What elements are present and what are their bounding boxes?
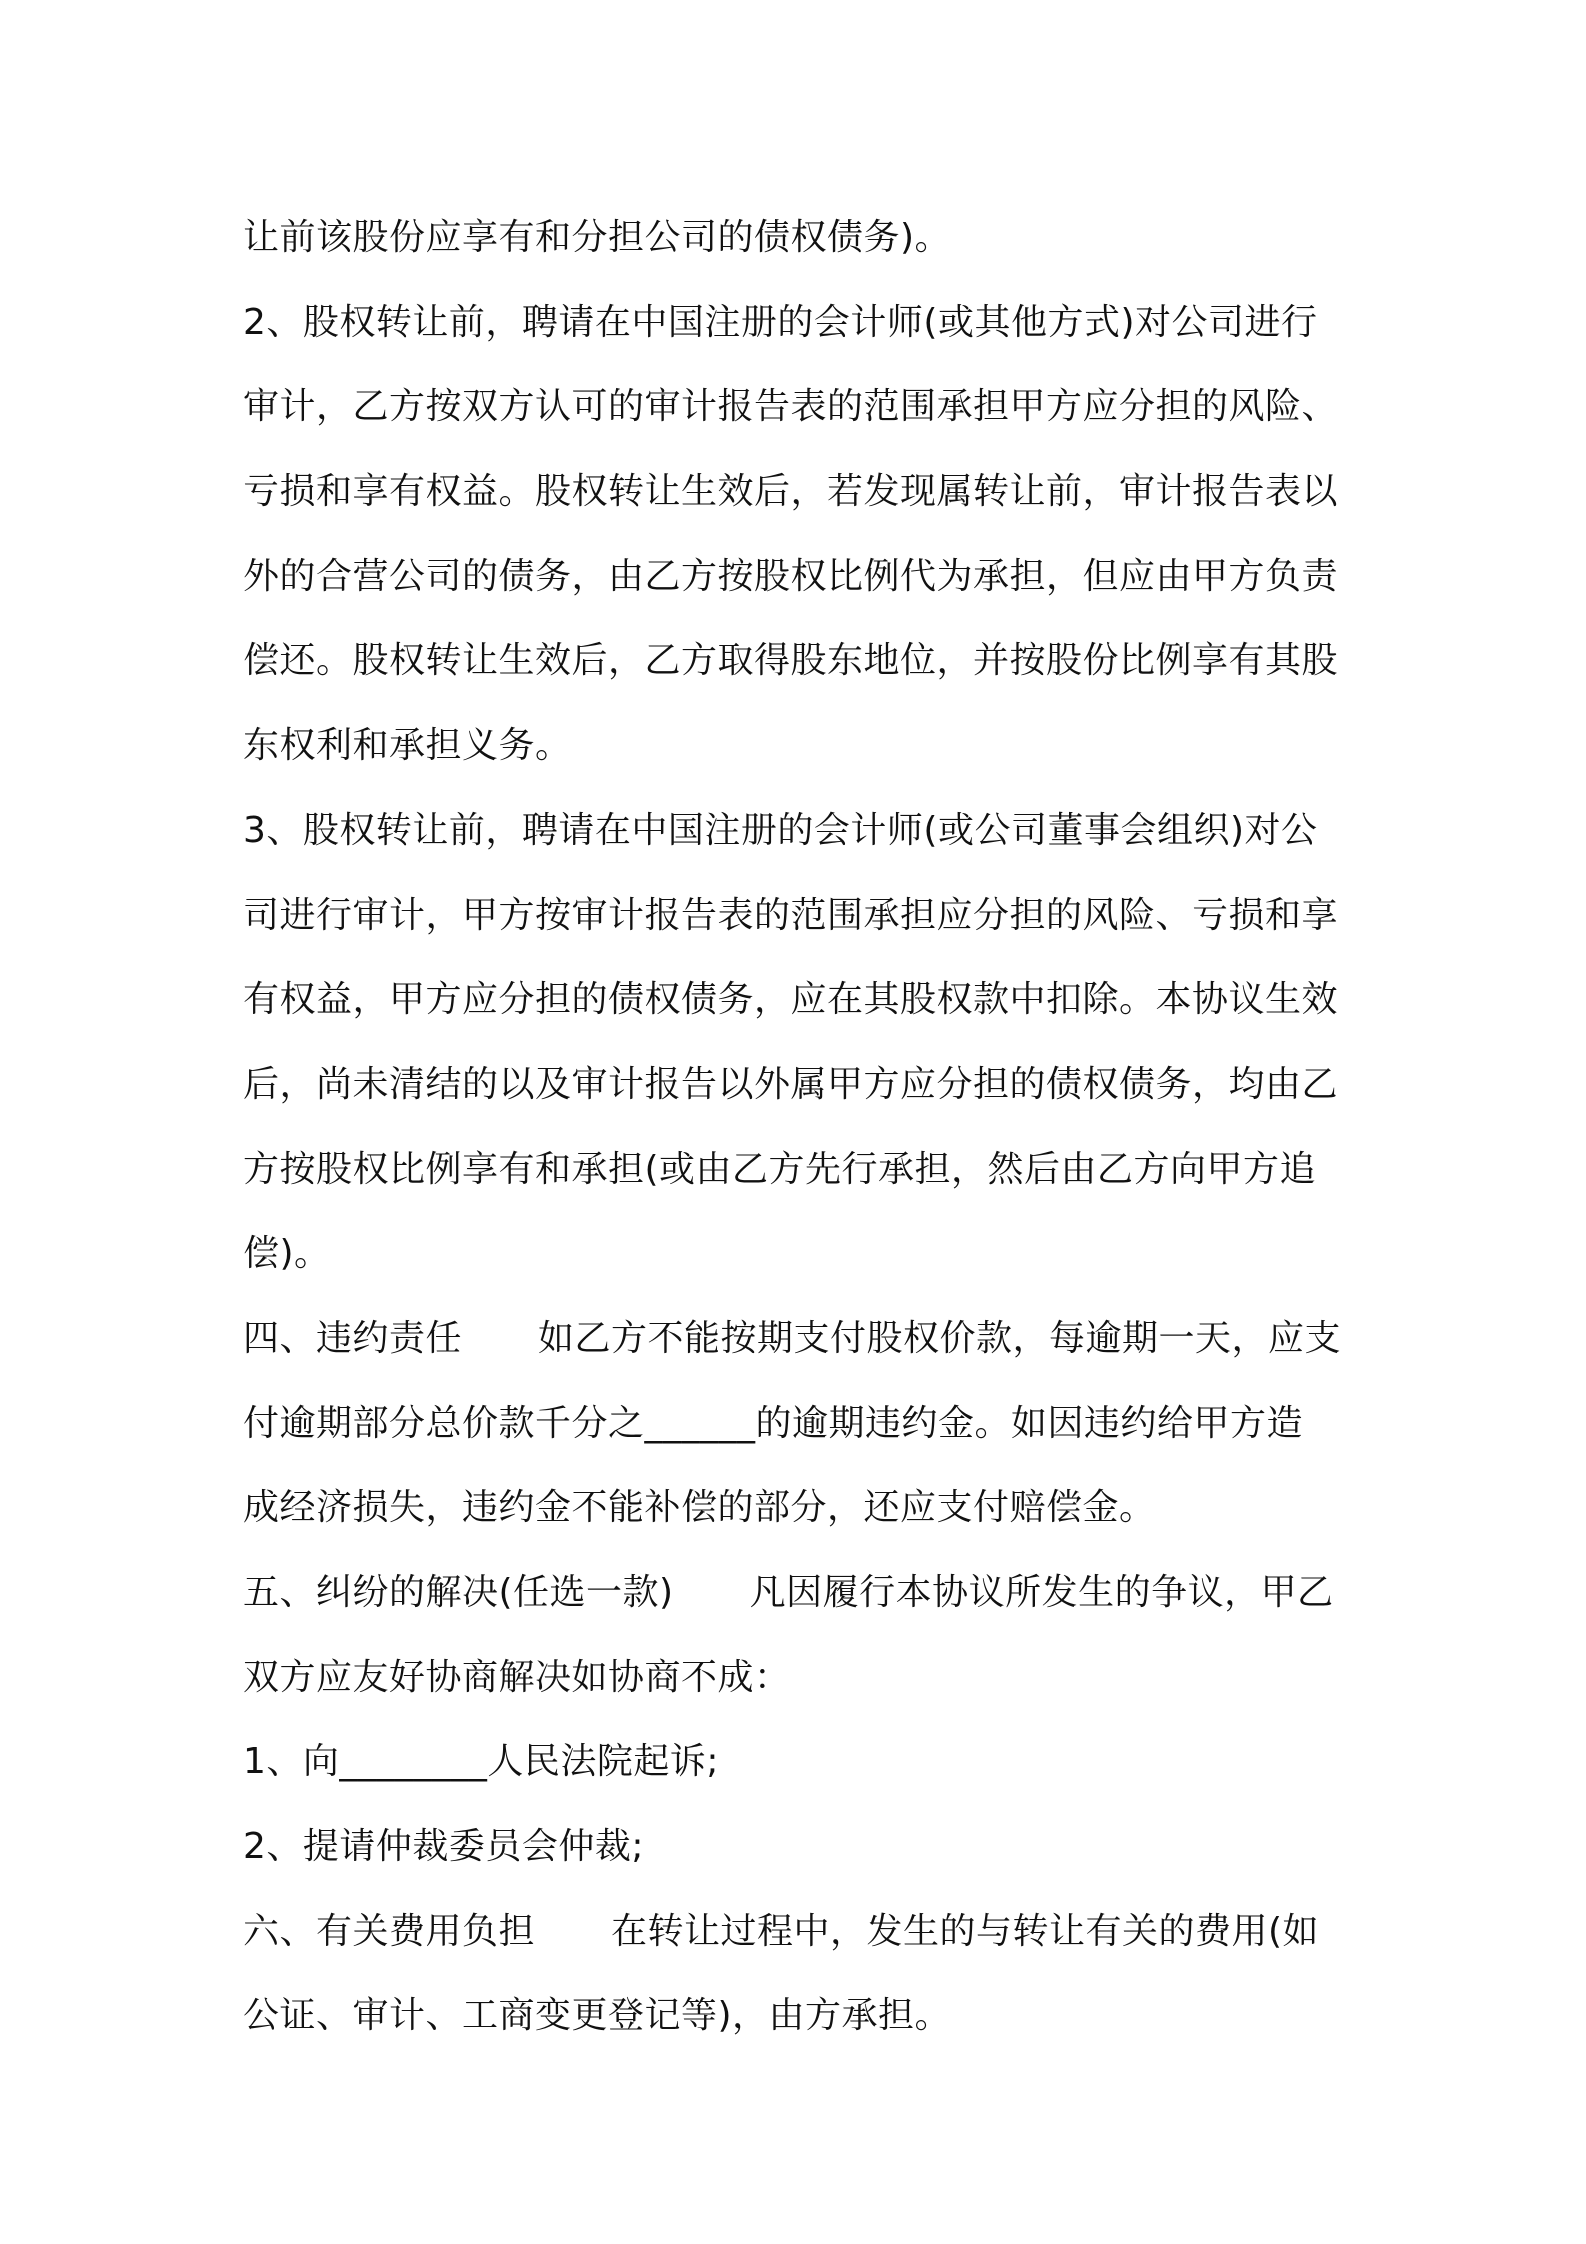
text-line: 让前该股份应享有和分担公司的债权债务)。 (243, 217, 952, 258)
text-line: 方按股权比例享有和承担(或由乙方先行承担，然后由乙方向甲方追 (243, 1148, 1317, 1190)
text-line: 有权益，甲方应分担的债权债务，应在其股权款中扣除。本协议生效 (243, 979, 1339, 1021)
text-line: 2、股权转让前，聘请在中国注册的会计师(或其他方式)对公司进行 (243, 301, 1318, 343)
text-line: 3、股权转让前，聘请在中国注册的会计师(或公司董事会组织)对公 (243, 809, 1318, 851)
text-line: 审计，乙方按双方认可的审计报告表的范围承担甲方应分担的风险、 (243, 386, 1339, 428)
text-line: 公证、审计、工商变更登记等)，由方承担。 (243, 1995, 952, 2037)
list-item: 1、向________人民法院起诉; (243, 1741, 720, 1783)
section-text-dispute: 凡因履行本协议所发生的争议，甲乙 (749, 1572, 1334, 1613)
text-line: 东权利和承担义务。 (243, 725, 572, 767)
text-line: 亏损和享有权益。股权转让生效后，若发现属转让前，审计报告表以 (243, 471, 1339, 513)
list-item: 2、提请仲裁委员会仲裁; (243, 1826, 645, 1868)
section-dispute-line (243, 1551, 1353, 1636)
section-heading-fees: 六、有关费用负担 (243, 1910, 536, 1952)
section-heading-dispute: 五、纠纷的解决(任选一款) (243, 1572, 674, 1613)
text-line: 成经济损失，违约金不能补偿的部分，还应支付赔偿金。 (243, 1487, 1156, 1529)
section-fees-line (243, 1890, 1353, 1975)
text-line: 后，尚未清结的以及审计报告以外属甲方应分担的债权债务，均由乙 (243, 1063, 1339, 1105)
text-line: 司进行审计，甲方按审计报告表的范围承担应分担的风险、亏损和享 (243, 894, 1339, 936)
text-line: 付逾期部分总价款千分之______的逾期违约金。如因违约给甲方造 (243, 1402, 1304, 1444)
section-heading-breach: 四、违约责任 (243, 1317, 463, 1359)
document-body (243, 196, 1353, 2059)
section-breach-line (243, 1297, 1353, 1382)
section-text-fees: 在转让过程中，发生的与转让有关的费用(如 (611, 1910, 1320, 1952)
section-text-breach: 如乙方不能按期支付股权价款，每逾期一天，应支 (538, 1317, 1342, 1359)
text-line: 外的合营公司的债务，由乙方按股权比例代为承担，但应由甲方负责 (243, 555, 1339, 597)
text-line: 偿)。 (243, 1233, 331, 1275)
text-line: 双方应友好协商解决如协商不成： (243, 1656, 791, 1698)
text-line: 偿还。股权转让生效后，乙方取得股东地位，并按股份比例享有其股 (243, 640, 1339, 682)
